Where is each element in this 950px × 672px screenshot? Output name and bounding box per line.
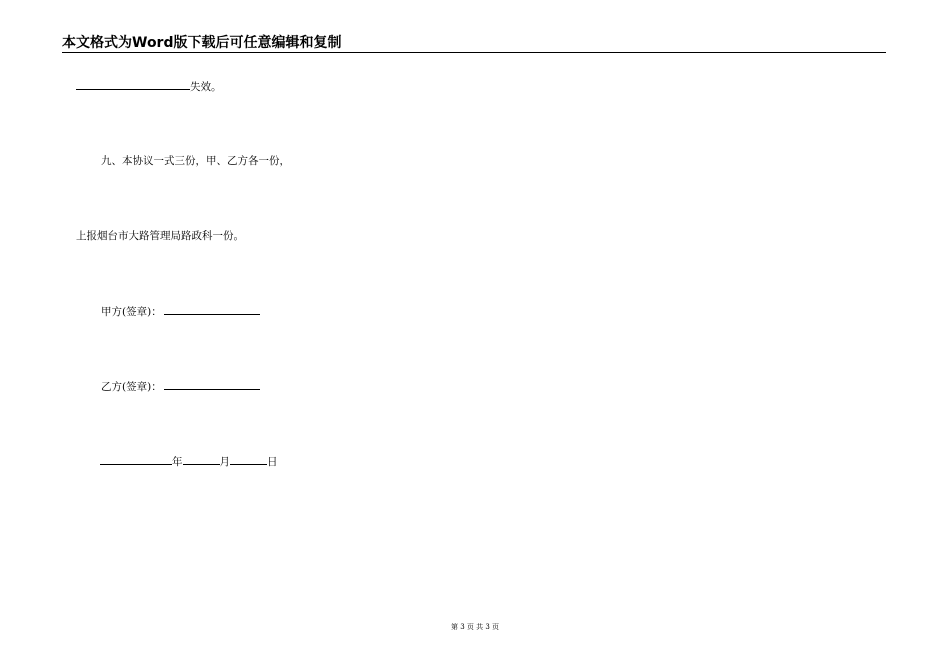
year-blank	[100, 454, 172, 465]
body-line-clause-nine	[101, 154, 290, 168]
page-number: 第 3 页 共 3 页	[450, 623, 500, 631]
day-blank	[230, 454, 267, 465]
header-title: 本文格式为Word版下载后可任意编辑和复制	[62, 35, 342, 51]
year-label: 年	[172, 456, 183, 468]
signature-blank	[164, 379, 260, 390]
signature-party-b	[101, 379, 260, 394]
body-text: 九、本协议一式三份，甲、乙方各一份，	[101, 155, 290, 167]
date-line	[100, 454, 278, 469]
signature-party-a	[101, 304, 260, 319]
body-line-report	[76, 229, 244, 243]
body-text: 上报烟台市大路管理局路政科一份。	[76, 230, 244, 242]
month-label: 月	[219, 456, 230, 468]
signature-label: 甲方(签章)：	[101, 306, 162, 318]
fill-blank	[76, 79, 190, 90]
page-footer	[0, 622, 950, 632]
day-label: 日	[267, 456, 278, 468]
month-blank	[183, 454, 220, 465]
body-text: 失效。	[190, 81, 222, 93]
signature-blank	[164, 304, 260, 315]
page-header	[62, 34, 886, 53]
signature-label: 乙方(签章)：	[101, 381, 162, 393]
body-line-invalid	[76, 79, 222, 94]
